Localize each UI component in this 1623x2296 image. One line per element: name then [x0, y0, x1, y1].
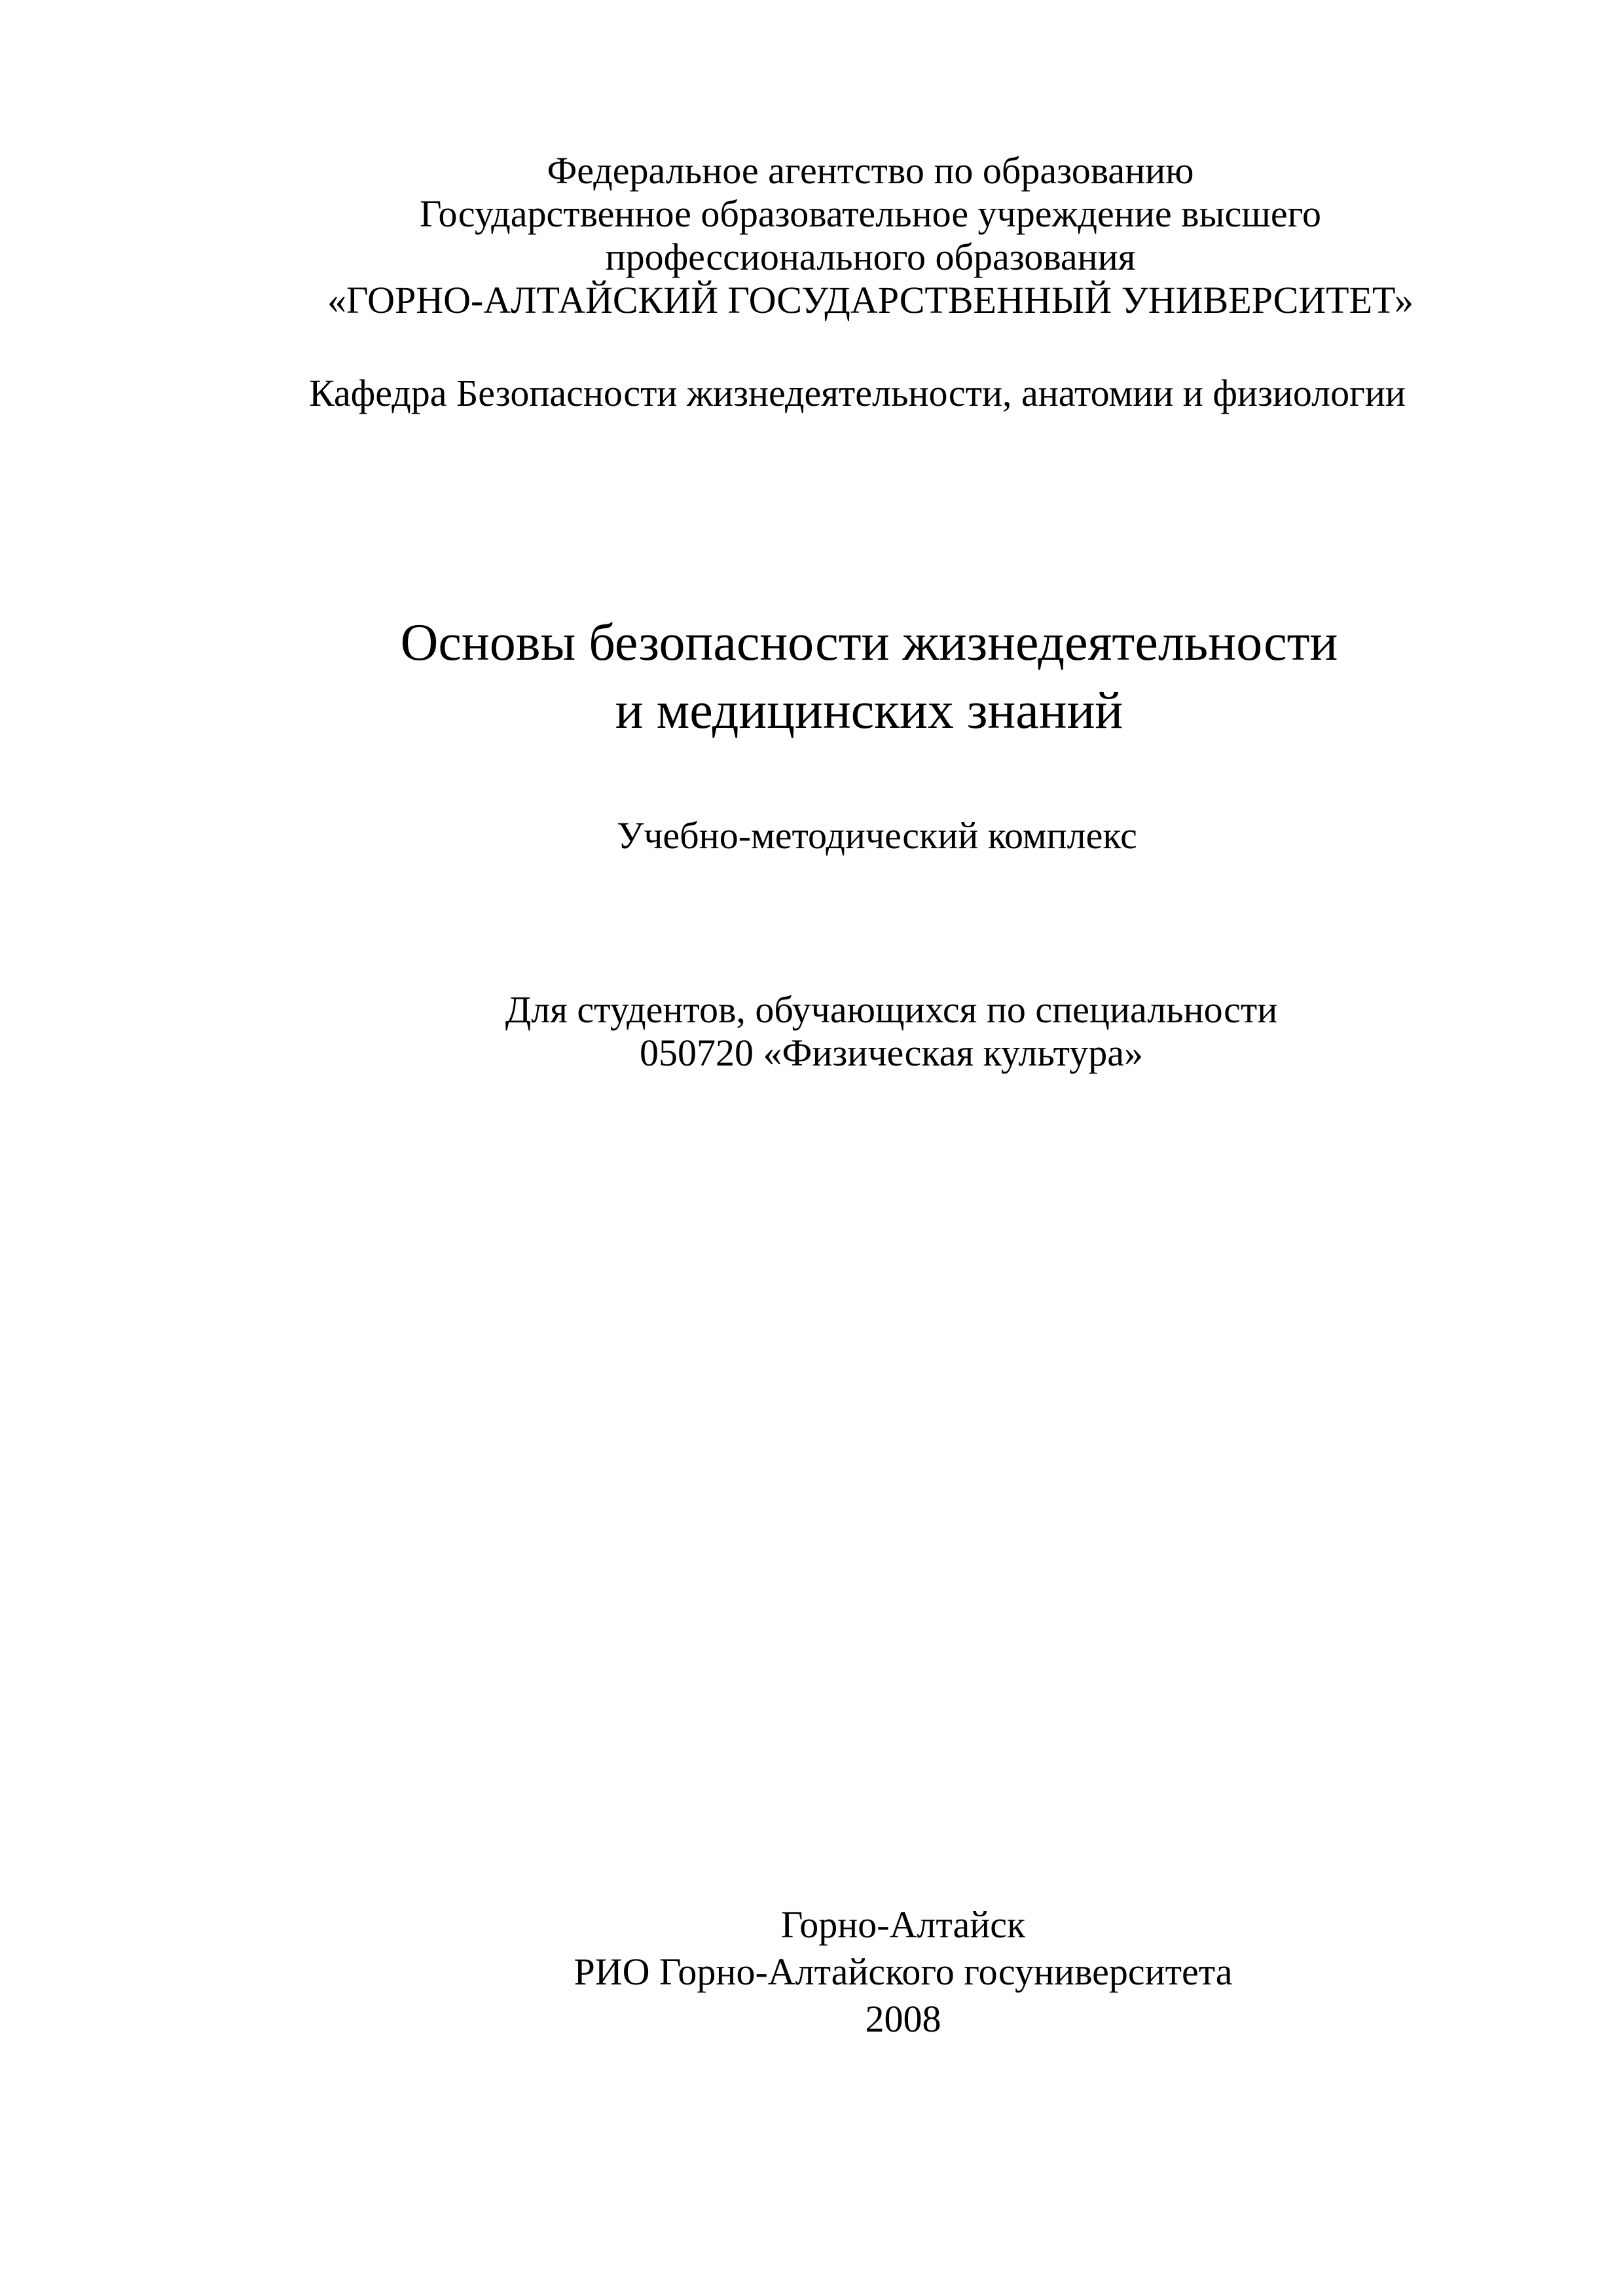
department-line: Кафедра Безопасности жизнедеятельности, анатомии и физиологии [309, 372, 1406, 414]
document-title [58, 609, 1623, 745]
audience-block [80, 988, 1623, 1075]
institution-type-line: Государственное образовательное учреждение высшего [420, 192, 1321, 235]
university-name-line: «ГОРНО-АЛТАЙСКИЙ ГОСУДАРСТВЕННЫЙ УНИВЕРСИТЕТ» [327, 279, 1413, 321]
education-level-line: профессионального образования [605, 236, 1136, 278]
document-subtitle: Учебно-методический комплекс [617, 814, 1137, 857]
title-line-1: Основы безопасности жизнедеятельности [400, 614, 1338, 672]
imprint-city: Горно-Алтайск [780, 1903, 1026, 1946]
agency-line: Федеральное агентство по образованию [547, 149, 1194, 192]
audience-line-2: 050720 «Физическая культура» [640, 1031, 1143, 1074]
institution-header [59, 149, 1623, 322]
imprint-year: 2008 [865, 1998, 941, 2040]
imprint-footer [92, 1901, 1623, 2043]
title-line-2: и медицинских знаний [615, 682, 1123, 740]
audience-line-1: Для студентов, обучающихся по специальности [505, 988, 1278, 1031]
imprint-publisher: РИО Горно-Алтайского госуниверситета [574, 1950, 1233, 1993]
